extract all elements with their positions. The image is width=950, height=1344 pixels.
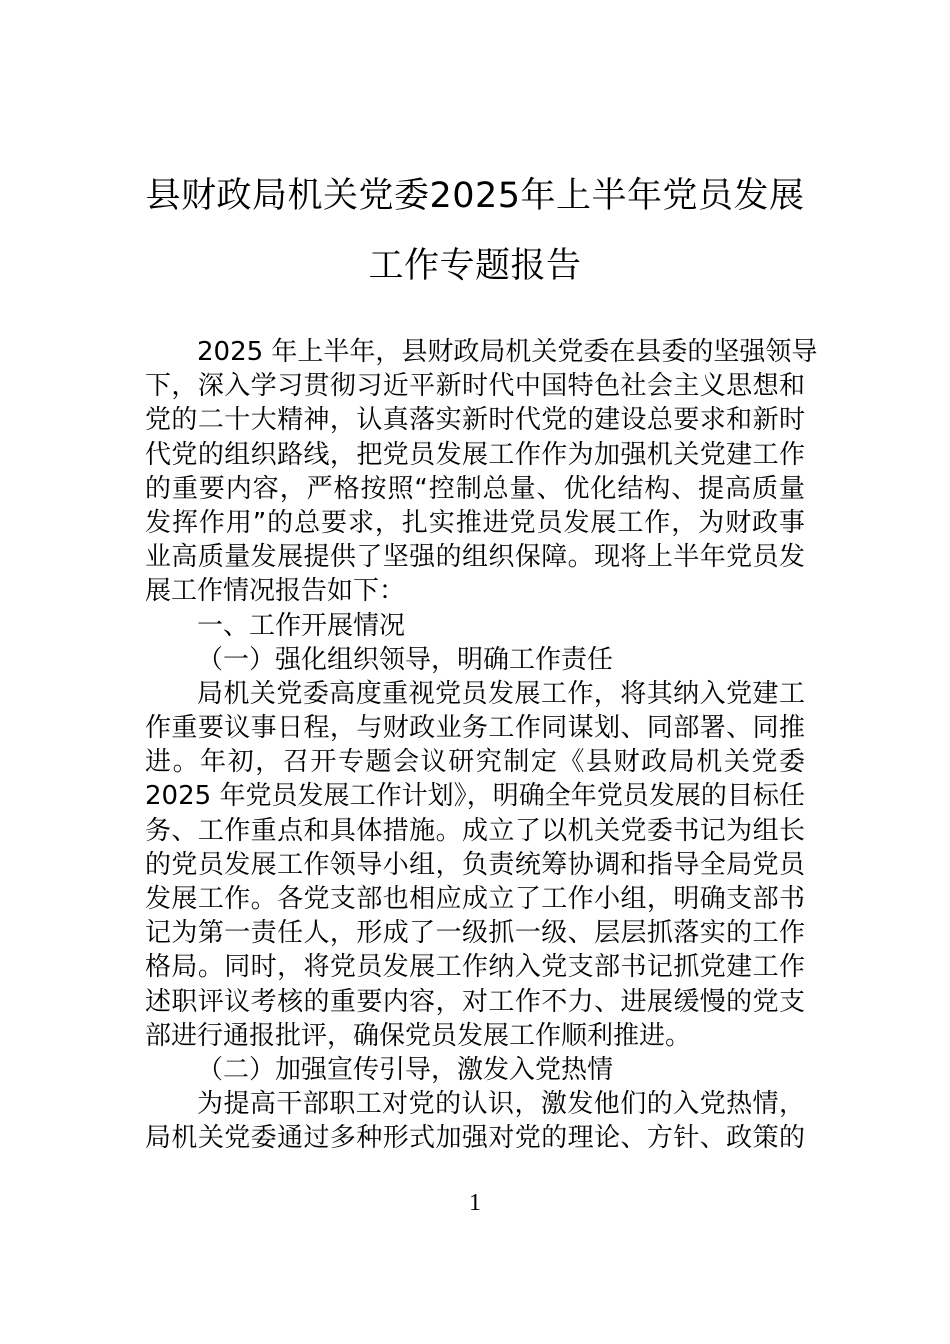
body-text-line: 为提高干部职工对党的认识，激发他们的入党热情， [197,1089,805,1120]
body-text-line: 发展工作。各党支部也相应成立了工作小组，明确支部书 [145,884,805,914]
body-text-line: 记为第一责任人，形成了一级抓一级、层层抓落实的工作 [145,918,805,949]
body-text-line: 代党的组织路线，把党员发展工作作为加强机关党建工作 [145,439,805,470]
body-text-line: 党的二十大精神，认真落实新时代党的建设总要求和新时 [145,405,805,436]
document-title-line-1: 县财政局机关党委2025年上半年党员发展 [145,176,805,216]
body-text-line: 述职评议考核的重要内容，对工作不力、进展缓慢的党支 [145,986,805,1017]
document-body [145,335,818,1156]
body-text-line: 一、工作开展情况 [197,610,406,641]
body-text-line: （一）强化组织领导，明确工作责任 [197,644,614,675]
body-text-line: 格局。同时，将党员发展工作纳入党支部书记抓党建工作 [145,952,805,983]
document-title-line-2: 工作专题报告 [368,246,582,286]
body-text-line: 发挥作用”的总要求，扎实推进党员发展工作，为财政事 [145,507,805,538]
body-text-line: 展工作情况报告如下： [145,576,406,607]
body-text-line: 部进行通报批评，确保党员发展工作顺利推进。 [145,1020,692,1051]
body-text-line: 局机关党委通过多种形式加强对党的理论、方针、政策的 [145,1123,805,1154]
body-text-line: 的重要内容，严格按照“控制总量、优化结构、提高质量 [145,473,805,504]
body-text-line: 作重要议事日程，与财政业务工作同谋划、同部署、同推 [145,713,805,744]
body-text-line: 下，深入学习贯彻习近平新时代中国特色社会主义思想和 [145,371,805,402]
page-number: 1 [469,1190,481,1216]
body-text-line: 2025 年党员发展工作计划》，明确全年党员发展的目标任 [145,781,805,812]
body-text-line: （二）加强宣传引导，激发入党热情 [197,1054,614,1085]
body-text-line: 2025 年上半年，县财政局机关党委在县委的坚强领导 [197,337,818,367]
body-text-line: 局机关党委高度重视党员发展工作，将其纳入党建工 [197,678,805,709]
body-text-line: 进。年初，召开专题会议研究制定《县财政局机关党委 [145,747,805,778]
body-text-line: 业高质量发展提供了坚强的组织保障。现将上半年党员发 [145,542,805,573]
body-text-line: 的党员发展工作领导小组，负责统筹协调和指导全局党员 [145,849,805,880]
body-text-line: 务、工作重点和具体措施。成立了以机关党委书记为组长 [145,815,805,846]
